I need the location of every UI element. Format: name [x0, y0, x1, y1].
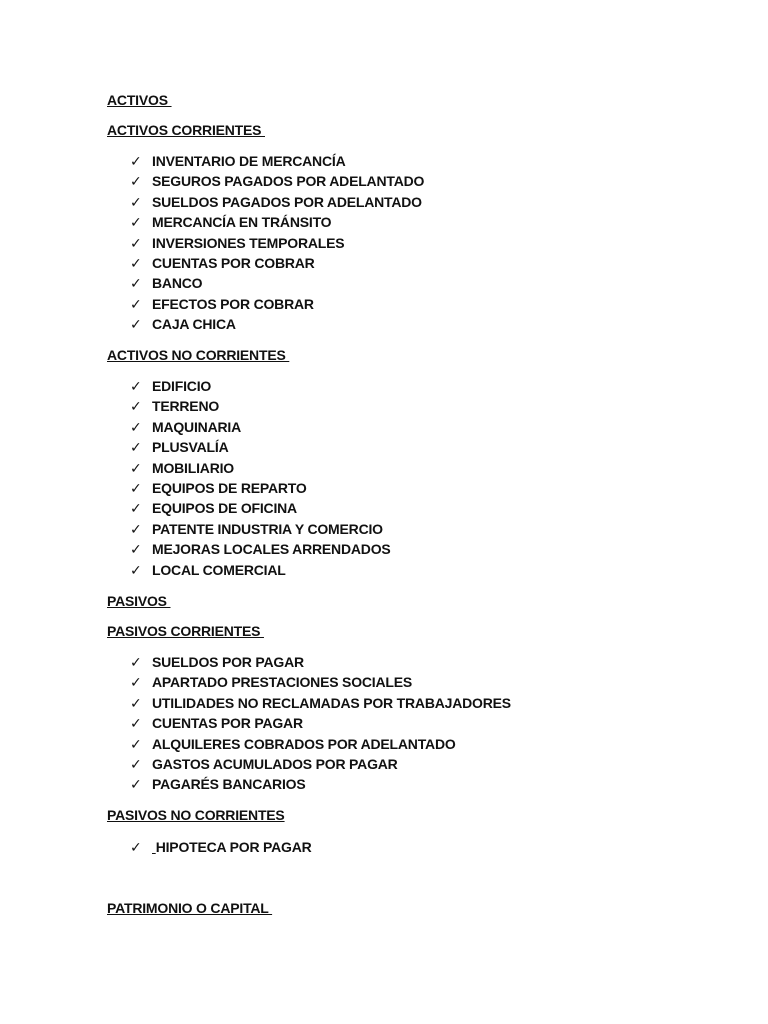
- list-item: [130, 713, 511, 733]
- list-item-label: INVERSIONES TEMPORALES: [152, 234, 345, 251]
- list-item-label: MAQUINARIA: [152, 418, 241, 435]
- list-item-label: HIPOTECA POR PAGAR: [155, 839, 312, 855]
- list-item-label: EQUIPOS DE OFICINA: [152, 500, 297, 517]
- list-item: [130, 693, 511, 713]
- list-pasivos-no-corrientes: [130, 837, 312, 857]
- checkmark-icon: ✓: [130, 193, 142, 210]
- list-item-label: INVENTARIO DE MERCANCÍA: [152, 153, 346, 169]
- checkmark-icon: ✓: [130, 674, 142, 691]
- list-item-label: APARTADO PRESTACIONES SOCIALES: [152, 674, 413, 691]
- checkmark-icon: ✓: [130, 275, 142, 292]
- checkmark-icon: ✓: [130, 541, 142, 558]
- list-item-label: PATENTE INDUSTRIA Y COMERCIO: [152, 520, 383, 537]
- list-item: [130, 437, 391, 457]
- checkmark-icon: ✓: [130, 500, 142, 517]
- list-item: [130, 294, 424, 314]
- checkmark-icon: ✓: [130, 735, 142, 752]
- checkmark-icon: ✓: [130, 316, 142, 333]
- list-item-label: ALQUILERES COBRADOS POR ADELANTADO: [152, 735, 456, 752]
- list-item-label: MERCANCÍA EN TRÁNSITO: [152, 214, 332, 231]
- checkmark-icon: ✓: [130, 694, 142, 711]
- checkmark-icon: ✓: [130, 479, 142, 496]
- list-item: [130, 396, 391, 416]
- checkmark-icon: ✓: [130, 234, 142, 251]
- heading-activos: ACTIVOS: [107, 92, 172, 108]
- list-item: [130, 253, 424, 273]
- list-item: [130, 212, 424, 232]
- heading-pasivos: PASIVOS: [107, 593, 171, 609]
- list-item: [130, 560, 391, 580]
- list-item-label: GASTOS ACUMULADOS POR PAGAR: [152, 755, 398, 772]
- checkmark-icon: ✓: [130, 153, 142, 169]
- list-item: [130, 171, 424, 191]
- list-item-label: LOCAL COMERCIAL: [152, 561, 286, 578]
- list-item-label: CUENTAS POR COBRAR: [152, 254, 315, 271]
- list-item-label: EFECTOS POR COBRAR: [152, 295, 314, 312]
- list-item: [130, 273, 424, 293]
- list-item: [130, 539, 391, 559]
- list-item: [130, 774, 511, 794]
- checkmark-icon: ✓: [130, 439, 142, 456]
- list-item-label: SEGUROS PAGADOS POR ADELANTADO: [152, 173, 425, 190]
- list-item-label: BANCO: [152, 275, 203, 292]
- checkmark-icon: ✓: [130, 715, 142, 732]
- heading-pasivos-no-corrientes: PASIVOS NO CORRIENTES: [107, 807, 285, 823]
- list-item: [130, 417, 391, 437]
- list-item: [130, 458, 391, 478]
- heading-activos-corrientes: ACTIVOS CORRIENTES: [107, 122, 265, 138]
- list-item: [130, 233, 424, 253]
- list-item: [130, 837, 312, 857]
- checkmark-icon: ✓: [130, 561, 142, 578]
- checkmark-icon: ✓: [130, 520, 142, 537]
- list-item-label: MEJORAS LOCALES ARRENDADOS: [152, 541, 391, 558]
- list-item: [130, 314, 424, 334]
- list-item-label: UTILIDADES NO RECLAMADAS POR TRABAJADORES: [152, 694, 511, 711]
- checkmark-icon: ✓: [130, 839, 142, 855]
- checkmark-icon: ✓: [130, 173, 142, 190]
- list-pasivos-corrientes: [130, 652, 511, 795]
- list-item: [130, 652, 511, 672]
- list-activos-no-corrientes: [130, 376, 391, 580]
- checkmark-icon: ✓: [130, 254, 142, 271]
- heading-pasivos-corrientes: PASIVOS CORRIENTES: [107, 623, 264, 639]
- list-item: [130, 734, 511, 754]
- checkmark-icon: ✓: [130, 459, 142, 476]
- list-item-label: EDIFICIO: [152, 378, 212, 394]
- heading-activos-no-corrientes: ACTIVOS NO CORRIENTES: [107, 347, 290, 363]
- list-item: [130, 498, 391, 518]
- checkmark-icon: ✓: [130, 776, 142, 793]
- checkmark-icon: ✓: [130, 214, 142, 231]
- list-item: [130, 519, 391, 539]
- checkmark-icon: ✓: [130, 418, 142, 435]
- checkmark-icon: ✓: [130, 378, 142, 394]
- list-item-label: SUELDOS PAGADOS POR ADELANTADO: [152, 193, 422, 210]
- list-item-label: CAJA CHICA: [152, 316, 236, 333]
- list-item-label: TERRENO: [152, 398, 220, 415]
- list-item-label: CUENTAS POR PAGAR: [152, 715, 303, 732]
- list-item: [130, 478, 391, 498]
- list-item-label: PLUSVALÍA: [152, 439, 229, 456]
- list-item-label: MOBILIARIO: [152, 459, 234, 476]
- checkmark-icon: ✓: [130, 755, 142, 772]
- list-item: [130, 672, 511, 692]
- checkmark-icon: ✓: [130, 654, 142, 670]
- heading-patrimonio: PATRIMONIO O CAPITAL: [107, 900, 273, 916]
- checkmark-icon: ✓: [130, 295, 142, 312]
- list-item-label: EQUIPOS DE REPARTO: [152, 479, 307, 496]
- list-item: [130, 754, 511, 774]
- list-item-label: SUELDOS POR PAGAR: [152, 654, 304, 670]
- list-item-label: PAGARÉS BANCARIOS: [152, 776, 306, 793]
- checkmark-icon: ✓: [130, 398, 142, 415]
- list-item: [130, 151, 424, 171]
- list-item: [130, 376, 391, 396]
- list-activos-corrientes: [130, 151, 424, 335]
- list-item: [130, 192, 424, 212]
